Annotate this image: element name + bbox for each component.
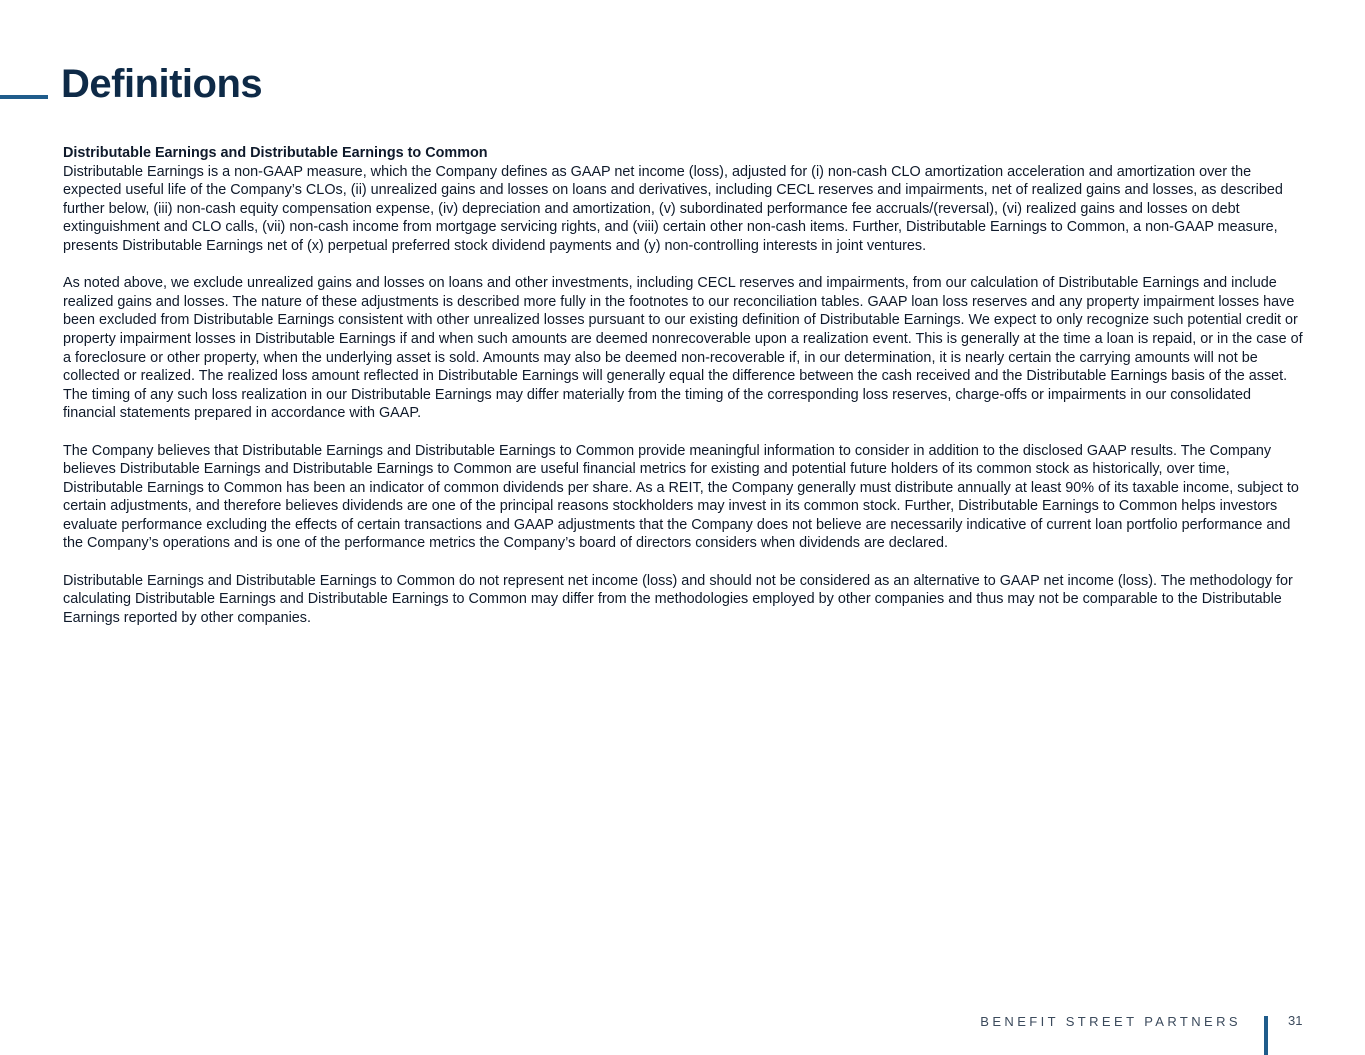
page-title: Definitions xyxy=(61,62,263,106)
footer-divider xyxy=(1264,1016,1268,1055)
paragraph-unrealized-losses: As noted above, we exclude unrealized gains and losses on loans and other investments, including CECL reserves and impairments, from our calculation of Distributable Earnings and include realized gains and losses. The nature of these adjustments is described more fully in the footnotes to our reconciliation tables. GAAP loan loss reserves and any property impairment losses have been excluded from Distributable Earnings consistent with other unrealized losses pursuant to our existing definition of Distributable Earnings. We expect to only recognize such potential credit or property impairment losses in Distributable Earnings if and when such amounts are deemed nonrecoverable upon a realization event. This is generally at the time a loan is repaid, or in the case of a foreclosure or other property, when the underlying asset is sold. Amounts may also be deemed non-recoverable if, in our determination, it is nearly certain the carrying amounts will not be collected or realized. The realized loss amount reflected in Distributable Earnings will generally equal the difference between the cash received and the Distributable Earnings basis of the asset. The timing of any such loss realization in our Distributable Earnings may differ materially from the timing of the corresponding loss reserves, charge-offs or impairments in our consolidated financial statements prepared in accordance with GAAP. xyxy=(63,275,1303,422)
paragraph-limitations: Distributable Earnings and Distributable Earnings to Common do not represent net income (loss) and should not be considered as an alternative to GAAP net income (loss). The methodology for calculating Distributable Earnings and Distributable Earnings to Common may differ from the methodologies employed by other companies and thus may not be comparable to the Distributable Earnings reported by other companies. xyxy=(63,572,1293,626)
footer-brand-name: BENEFIT STREET PARTNERS xyxy=(980,1014,1241,1029)
paragraph-usefulness: The Company believes that Distributable Earnings and Distributable Earnings to Common provide meaningful information to consider in addition to the disclosed GAAP results. The Company believes Distributable Earnings and Distributable Earnings to Common are useful financial metrics for existing and potential future holders of its common stock as historically, over time, Distributable Earnings to Common has been an indicator of common dividends per share. As a REIT, the Company generally must distribute annually at least 90% of its taxable income, subject to certain adjustments, and therefore believes dividends are one of the principal reasons stockholders may invest in its common stock. Further, Distributable Earnings to Common helps investors evaluate performance excluding the effects of certain transactions and GAAP adjustments that the Company does not believe are necessarily indicative of current loan portfolio performance and the Company’s operations and is one of the performance metrics the Company’s board of directors considers when dividends are declared. xyxy=(63,442,1299,552)
page-number: 31 xyxy=(1288,1013,1303,1028)
definitions-content xyxy=(63,144,1303,646)
section-heading: Distributable Earnings and Distributable Earnings to Common xyxy=(63,145,488,161)
title-accent-bar xyxy=(0,95,48,99)
paragraph-definition: Distributable Earnings is a non-GAAP measure, which the Company defines as GAAP net income (loss), adjusted for (i) non-cash CLO amortization acceleration and amortization over the expected useful life of the Company’s CLOs, (ii) unrealized gains and losses on loans and derivatives, including CECL reserves and impairments, net of realized gains and losses, as described further below, (iii) non-cash equity compensation expense, (iv) depreciation and amortization, (v) subordinated performance fee accruals/(reversal), (vi) realized gains and losses on debt extinguishment and CLO calls, (vii) non-cash income from mortgage servicing rights, and (viii) certain other non-cash items. Further, Distributable Earnings to Common, a non-GAAP measure, presents Distributable Earnings net of (x) perpetual preferred stock dividend payments and (y) non-controlling interests in joint ventures. xyxy=(63,163,1283,254)
